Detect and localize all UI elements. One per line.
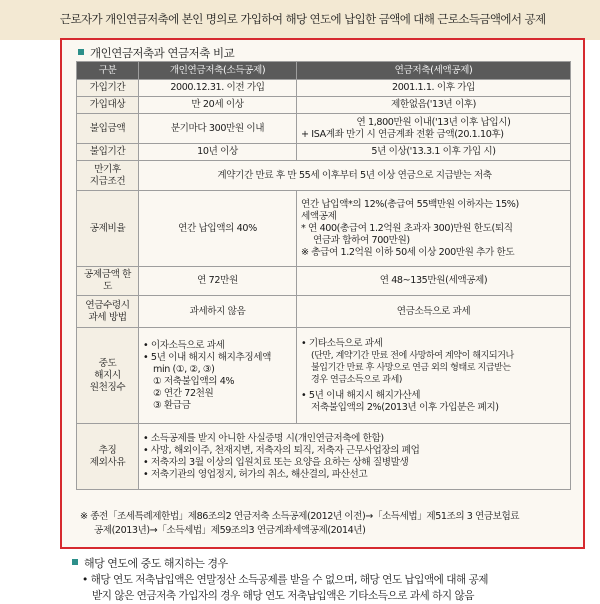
square-bullet-icon bbox=[72, 559, 78, 565]
cell-line: + ISA계좌 만기 시 연금계좌 전환 금액(20.1.10후) bbox=[301, 128, 504, 140]
list-item: • 사망, 해외이주, 천재지변, 저축자의 퇴직, 저축자 근무사업장의 폐업 bbox=[143, 445, 566, 457]
cell-line: 불입기간 만료 후 사망으로 연금 외의 형태로 지급받는 bbox=[311, 362, 511, 373]
section-title bbox=[72, 556, 592, 572]
table-row bbox=[77, 267, 571, 296]
cell: 연 48~135만원(세액공제) bbox=[297, 267, 571, 296]
row-label-line: 중도 bbox=[98, 357, 117, 369]
row-label: 가입기간 bbox=[77, 80, 139, 97]
cell-line: (단만, 계약기간 만료 전에 사망하여 계약이 해지되거나 bbox=[311, 350, 514, 361]
header-banner bbox=[0, 0, 600, 40]
table-row bbox=[77, 161, 571, 191]
cell-line: 저축불입액의 2%(2013년 이후 가입분은 폐지) bbox=[311, 401, 499, 413]
cell-line: ② 연간 72천원 bbox=[153, 387, 214, 399]
row-label-line: 추징 bbox=[98, 444, 117, 456]
row-label-line: 지급조건 bbox=[89, 175, 126, 187]
cell: 계약기간 만료 후 만 55세 이후부터 5년 이상 연금으로 지급받는 저축 bbox=[139, 161, 571, 191]
list-item: • 소득공제를 받지 아니한 사실증명 시(개인연금저축에 한함) bbox=[143, 433, 566, 445]
cell bbox=[297, 191, 571, 267]
cell bbox=[139, 328, 297, 424]
cell-line: 연간 납입액*의 12%(총급여 55백만원 이하자는 15%) bbox=[301, 198, 519, 210]
cell-line: * 연 400(총급여 1.2억원 초과자 300)만원 한도(퇴직 bbox=[301, 222, 513, 234]
penalty-list bbox=[143, 433, 566, 481]
cell: 5년 이상('13.3.1 이후 가입 시) bbox=[297, 144, 571, 161]
cell-line: • 기타소득으로 과세 bbox=[301, 337, 383, 349]
row-label: 불입기간 bbox=[77, 144, 139, 161]
cell-line: • 이자소득으로 과세 bbox=[143, 339, 225, 351]
table-row bbox=[77, 191, 571, 267]
row-label bbox=[77, 424, 139, 490]
row-label-line: 해지시 bbox=[94, 369, 121, 381]
table-row bbox=[77, 97, 571, 114]
header-text: 근로자가 개인연금저축에 본인 명의로 가입하여 해당 연도에 납입한 금액에 대해 근로소득금액에서 공제 bbox=[60, 12, 546, 26]
cell bbox=[297, 328, 571, 424]
row-label bbox=[77, 161, 139, 191]
row-label: 가입대상 bbox=[77, 97, 139, 114]
table-row bbox=[77, 296, 571, 328]
body-line: 받지 않은 연금저축 가입자의 경우 해당 연도 저축납입액은 기타소득으로 과세 하지 않음 bbox=[92, 590, 474, 602]
section-title-text: 해당 연도에 중도 해지하는 경우 bbox=[84, 557, 228, 570]
col-header: 구분 bbox=[77, 62, 139, 80]
cell bbox=[139, 424, 571, 490]
table-row bbox=[77, 114, 571, 144]
cell-text: 기타소득으로 과세 bbox=[308, 337, 383, 349]
cell: 연 72만원 bbox=[139, 267, 297, 296]
cell-line: • 5년 이내 해지시 해지가산세 bbox=[301, 389, 421, 401]
cell-line: min (①, ②, ③) bbox=[153, 363, 215, 375]
col-header: 연금저축(세액공제) bbox=[297, 62, 571, 80]
cell-line: • 5년 이내 해지시 해지추징세액 bbox=[143, 351, 271, 363]
row-label bbox=[77, 296, 139, 328]
cell-line: 경우 연금소득으로 과세) bbox=[311, 374, 402, 385]
row-label-line: 원천징수 bbox=[89, 381, 126, 393]
row-label: 공제금액 한도 bbox=[77, 267, 139, 296]
list-item: • 저축기관의 영업정지, 허가의 취소, 해산결의, 파산선고 bbox=[143, 469, 566, 481]
table-row bbox=[77, 144, 571, 161]
table-row bbox=[77, 80, 571, 97]
row-label-line: 연금수령시 bbox=[85, 299, 130, 311]
cell-line: ① 저축불입액의 4% bbox=[153, 375, 235, 387]
cell-text: 이자소득으로 과세 bbox=[150, 339, 225, 351]
footnote bbox=[80, 510, 580, 538]
cell: 연간 납입액의 40% bbox=[139, 191, 297, 267]
row-label-line: 제외사유 bbox=[89, 456, 126, 468]
square-bullet-icon bbox=[78, 49, 84, 55]
table-row bbox=[77, 424, 571, 490]
table-header-row bbox=[77, 62, 571, 80]
cell: 10년 이상 bbox=[139, 144, 297, 161]
row-label: 불입금액 bbox=[77, 114, 139, 144]
cell-line: 연 1,800만원 이내('13년 이후 납입시) bbox=[356, 116, 511, 128]
cell-line: ※ 총급여 1.2억원 이하 50세 이상 200만원 추가 한도 bbox=[301, 246, 515, 258]
cell bbox=[297, 114, 571, 144]
cell: 2001.1.1. 이후 가입 bbox=[297, 80, 571, 97]
comparison-table bbox=[76, 61, 571, 490]
cell-text: 5년 이내 해지시 해지가산세 bbox=[308, 389, 421, 401]
col-header: 개인연금저축(소득공제) bbox=[139, 62, 297, 80]
body-line: • 해당 연도 저축납입액은 연말정산 소득공제를 받을 수 없으며, 해당 연도 납입액에 대해 공제 bbox=[82, 574, 489, 586]
cell: 과세하지 않음 bbox=[139, 296, 297, 328]
section-title bbox=[78, 45, 234, 61]
row-label-line: 과세 방법 bbox=[88, 311, 127, 323]
cell: 분기마다 300만원 이내 bbox=[139, 114, 297, 144]
cell: 2000.12.31. 이전 가입 bbox=[139, 80, 297, 97]
section-title-text: 개인연금저축과 연금저축 비교 bbox=[90, 46, 235, 60]
cell: 만 20세 이상 bbox=[139, 97, 297, 114]
cell: 연금소득으로 과세 bbox=[297, 296, 571, 328]
cell: 제한없음('13년 이후) bbox=[297, 97, 571, 114]
table-row bbox=[77, 328, 571, 424]
row-label: 공제비율 bbox=[77, 191, 139, 267]
footnote-line: ※ 종전「조세특례제한법」제86조의2 연금저축 소득공제(2012년 이전)→「소득세법」제51조의 3 연금보험료 bbox=[80, 511, 520, 522]
row-label bbox=[77, 328, 139, 424]
row-label-line: 만기후 bbox=[94, 163, 121, 175]
cell-line: 연금과 합하여 700만원) bbox=[313, 234, 410, 246]
cell-line: ③ 환급금 bbox=[153, 399, 191, 411]
footnote-line: 공제(2013년)→「소득세법」제59조의3 연금계좌세액공제(2014년) bbox=[94, 525, 366, 536]
cell-line: 세액공제 bbox=[301, 210, 337, 222]
early-termination-section bbox=[72, 556, 592, 604]
cell-text: 5년 이내 해지시 해지추징세액 bbox=[150, 351, 271, 363]
list-item: • 저축자의 3월 이상의 입원치료 또는 요양을 요하는 상해 질병발생 bbox=[143, 457, 566, 469]
